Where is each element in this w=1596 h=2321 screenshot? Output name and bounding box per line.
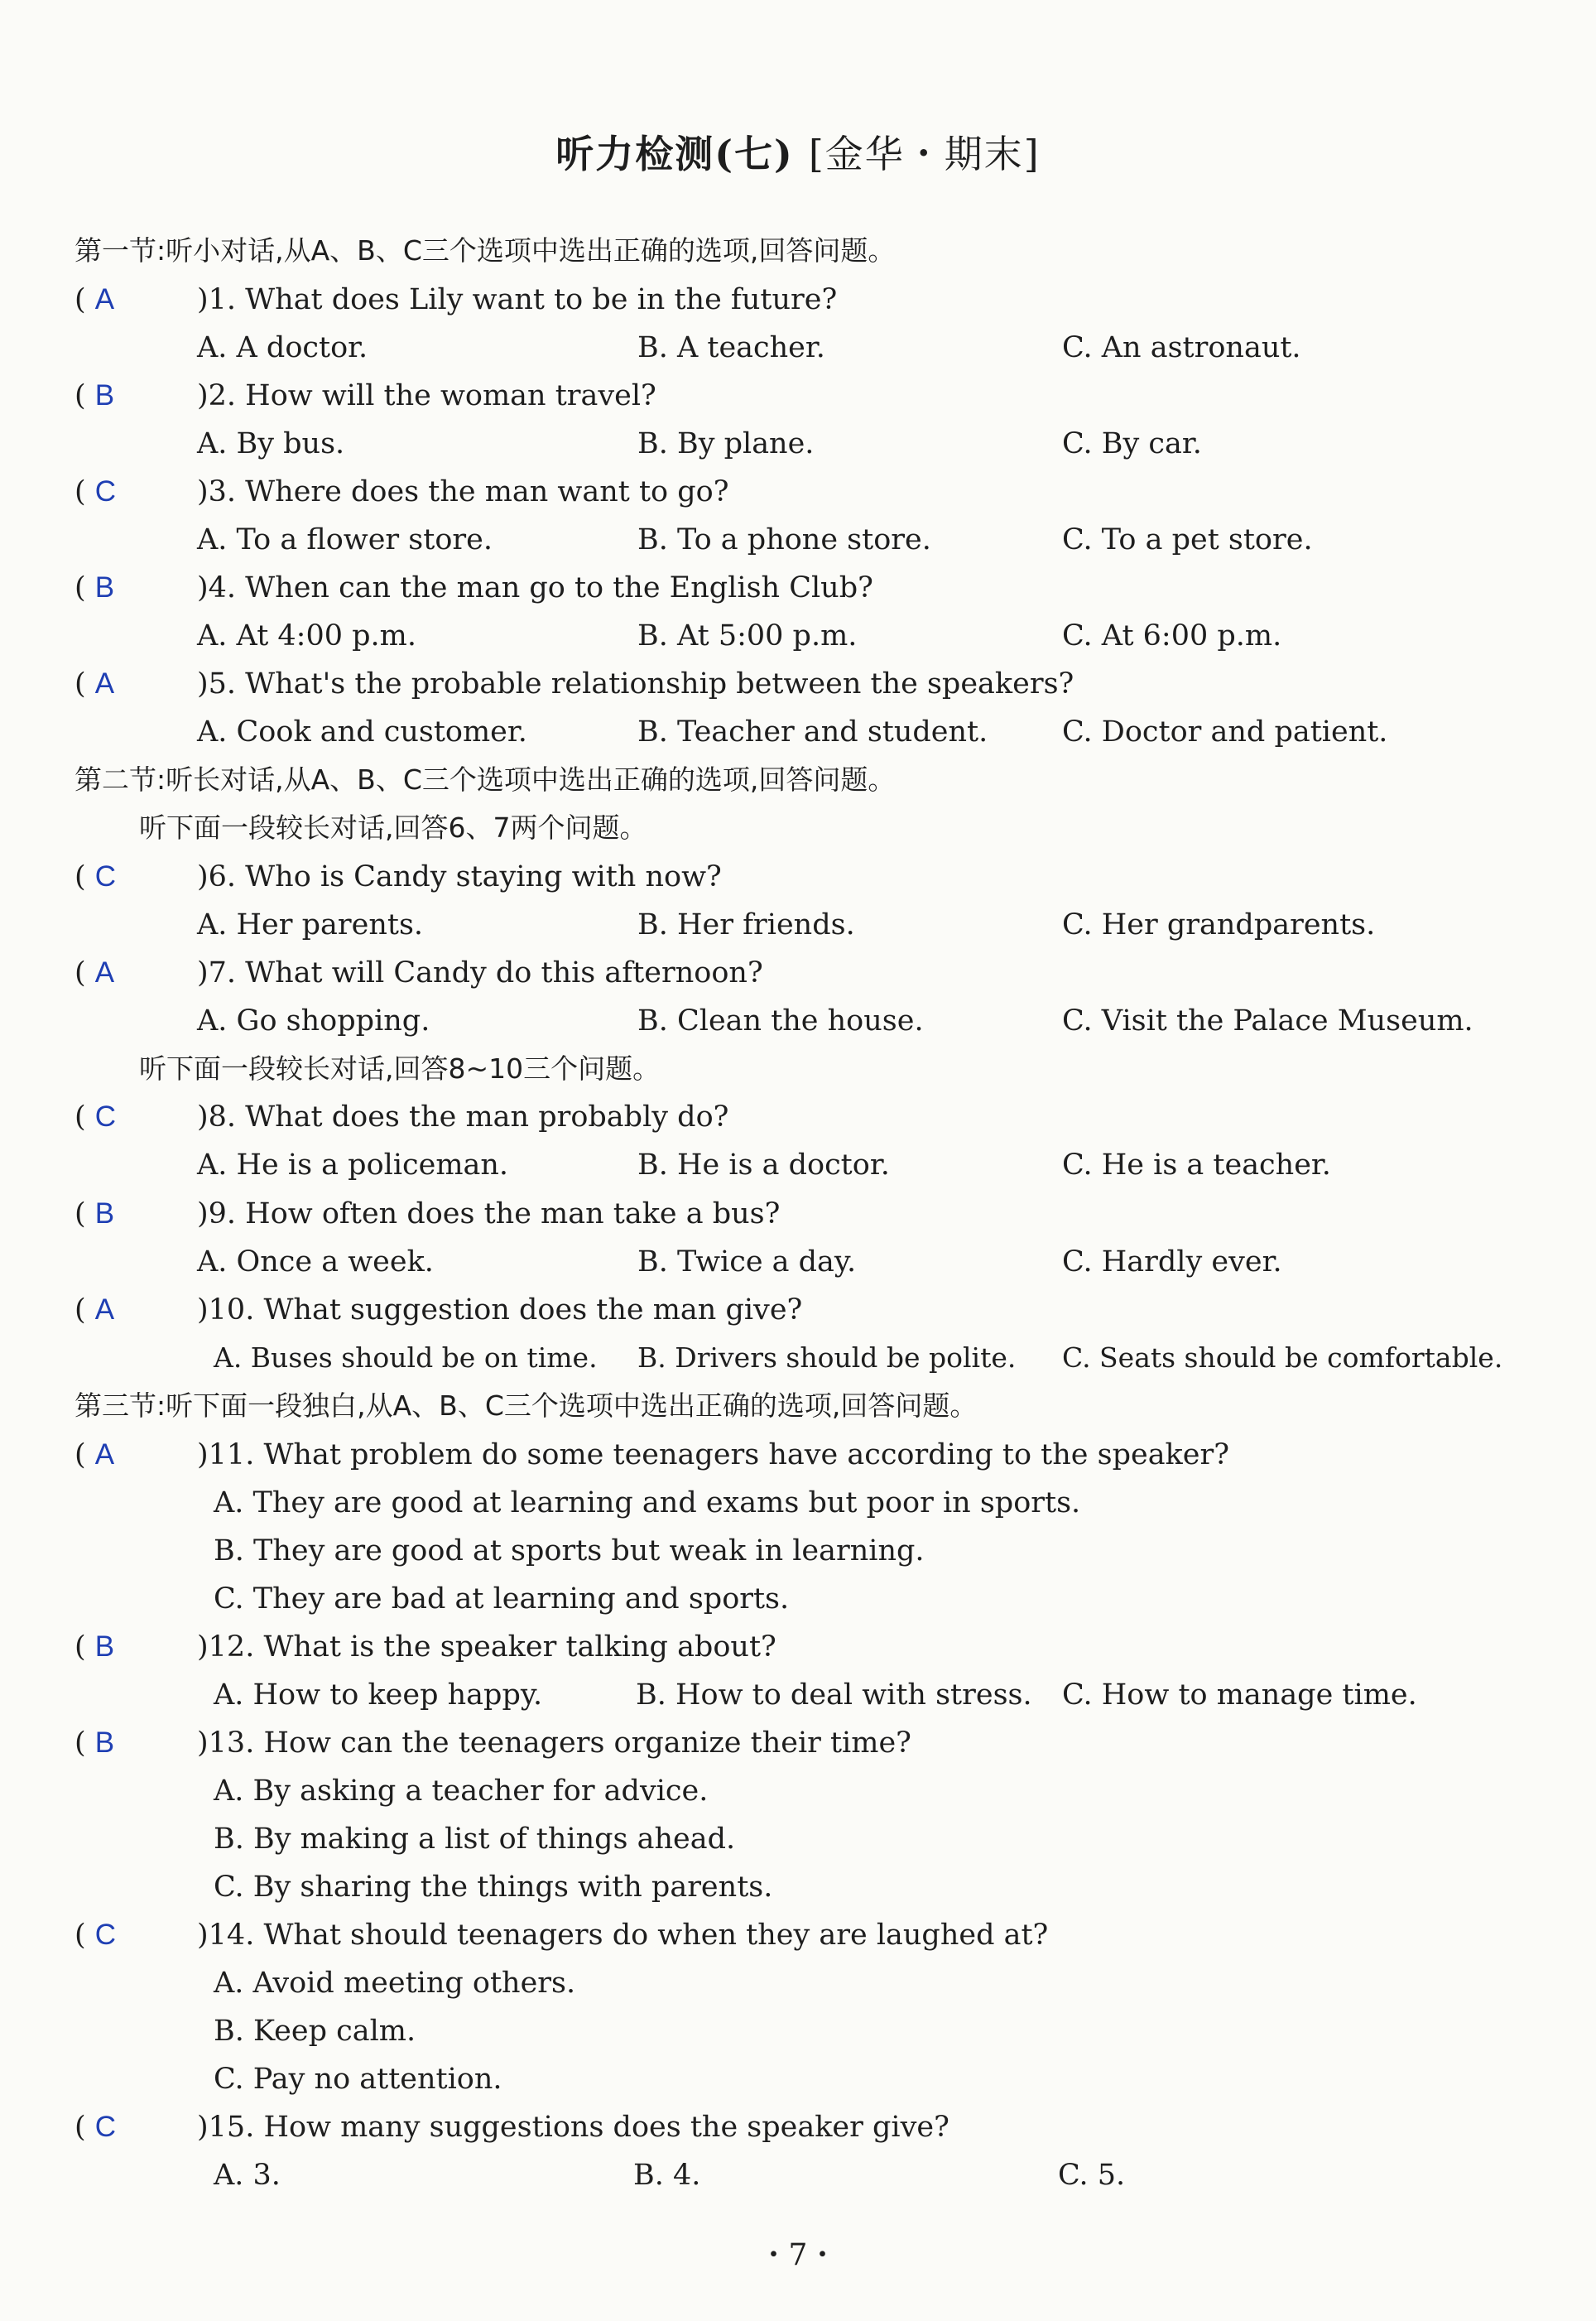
question-12-text: )12. What is the speaker talking about? xyxy=(197,1630,776,1664)
answer-2: B xyxy=(94,379,115,412)
question-4-text: )4. When can the man go to the English Club? xyxy=(197,571,873,604)
question-8: ( C )8. What does the man probably do? xyxy=(75,1100,729,1134)
question-11-option-a: A. They are good at learning and exams but poor in sports. xyxy=(214,1486,1081,1519)
question-3-text: )3. Where does the man want to go? xyxy=(197,475,729,508)
question-1: ( A )1. What does Lily want to be in the future? xyxy=(75,283,838,316)
option-b: B. Teacher and student. xyxy=(637,715,988,749)
question-2-text: )2. How will the woman travel? xyxy=(197,379,656,412)
answer-1: A xyxy=(94,283,115,315)
option-a: A. He is a policeman. xyxy=(197,1148,509,1182)
answer-3: C xyxy=(94,475,117,508)
question-13-option-b: B. By making a list of things ahead. xyxy=(214,1823,736,1856)
option-c: C. Her grandparents. xyxy=(1062,908,1376,941)
option-c: C. By car. xyxy=(1062,427,1202,460)
question-2: ( B )2. How will the woman travel? xyxy=(75,379,656,412)
question-5-text: )5. What's the probable relationship between the speakers? xyxy=(197,667,1074,701)
option-a: A. By bus. xyxy=(197,427,345,460)
option-c: C. Seats should be comfortable. xyxy=(1062,1341,1503,1374)
answer-4: B xyxy=(94,571,115,604)
question-8-text: )8. What does the man probably do? xyxy=(197,1100,729,1134)
question-14: ( C )14. What should teenagers do when they are laughed at? xyxy=(75,1919,1049,1952)
title-tag: [金华・期末] xyxy=(808,132,1041,176)
question-11: ( A )11. What problem do some teenagers have according to the speaker? xyxy=(75,1438,1229,1471)
option-c: C. At 6:00 p.m. xyxy=(1062,619,1282,652)
question-13-text: )13. How can the teenagers organize their time? xyxy=(197,1726,911,1760)
answer-6: C xyxy=(94,860,117,893)
option-c: C. To a pet store. xyxy=(1062,523,1313,556)
question-10: ( A )10. What suggestion does the man give? xyxy=(75,1293,803,1327)
option-c: C. Doctor and patient. xyxy=(1062,715,1388,749)
option-a: A. Cook and customer. xyxy=(197,715,527,749)
answer-5: A xyxy=(94,667,115,700)
answer-10: A xyxy=(94,1293,115,1326)
page-title xyxy=(0,124,1596,179)
section-3-heading: 第三节:听下面一段独白,从A、B、C三个选项中选出正确的选项,回答问题。 xyxy=(75,1389,978,1422)
answer-15: C xyxy=(94,2111,117,2143)
question-14-option-b: B. Keep calm. xyxy=(214,2015,416,2048)
question-4: ( B )4. When can the man go to the English Club? xyxy=(75,571,873,604)
answer-7: A xyxy=(94,956,115,989)
option-b: B. A teacher. xyxy=(637,331,825,364)
answer-13: B xyxy=(94,1726,115,1759)
question-6-text: )6. Who is Candy staying with now? xyxy=(197,860,722,893)
question-13-option-a: A. By asking a teacher for advice. xyxy=(214,1774,709,1808)
question-7-text: )7. What will Candy do this afternoon? xyxy=(197,956,763,990)
section-2-instruction-b: 听下面一段较长对话,回答8~10三个问题。 xyxy=(139,1052,661,1085)
option-a: A. To a flower store. xyxy=(197,523,493,556)
option-b: B. At 5:00 p.m. xyxy=(637,619,858,652)
question-10-text: )10. What suggestion does the man give? xyxy=(197,1293,803,1327)
option-a: A. Go shopping. xyxy=(197,1004,430,1038)
question-15: ( C )15. How many suggestions does the speaker give? xyxy=(75,2111,949,2144)
option-c: C. Visit the Palace Museum. xyxy=(1062,1004,1473,1038)
question-11-text: )11. What problem do some teenagers have according to the speaker? xyxy=(197,1438,1229,1471)
question-6: ( C )6. Who is Candy staying with now? xyxy=(75,860,722,893)
option-c: C. An astronaut. xyxy=(1062,331,1301,364)
option-a: A. 3. xyxy=(214,2159,281,2192)
answer-9: B xyxy=(94,1197,115,1230)
question-1-text: )1. What does Lily want to be in the future? xyxy=(197,283,838,316)
option-a: A. How to keep happy. xyxy=(214,1678,543,1712)
question-13: ( B )13. How can the teenagers organize their time? xyxy=(75,1726,911,1760)
answer-11: A xyxy=(94,1438,115,1471)
option-b: B. To a phone store. xyxy=(637,523,931,556)
question-3: ( C )3. Where does the man want to go? xyxy=(75,475,729,508)
question-7: ( A )7. What will Candy do this afternoon? xyxy=(75,956,763,990)
question-11-option-c: C. They are bad at learning and sports. xyxy=(214,1582,790,1616)
option-b: B. Her friends. xyxy=(637,908,855,941)
question-9: ( B )9. How often does the man take a bus? xyxy=(75,1197,781,1230)
question-14-text: )14. What should teenagers do when they are laughed at? xyxy=(197,1919,1049,1952)
question-15-text: )15. How many suggestions does the speaker give? xyxy=(197,2111,949,2144)
option-c: C. Hardly ever. xyxy=(1062,1245,1282,1278)
option-c: C. He is a teacher. xyxy=(1062,1148,1331,1182)
question-9-text: )9. How often does the man take a bus? xyxy=(197,1197,781,1230)
option-b: B. Drivers should be polite. xyxy=(637,1341,1017,1374)
answer-8: C xyxy=(94,1100,117,1133)
option-b: B. By plane. xyxy=(637,427,815,460)
page-number: ・7・ xyxy=(758,2238,838,2272)
answer-12: B xyxy=(94,1630,115,1663)
answer-14: C xyxy=(94,1919,117,1951)
question-13-option-c: C. By sharing the things with parents. xyxy=(214,1871,773,1904)
option-a: A. A doctor. xyxy=(197,331,368,364)
option-b: B. How to deal with stress. xyxy=(636,1678,1032,1712)
question-11-option-b: B. They are good at sports but weak in learning. xyxy=(214,1534,925,1567)
option-a: A. At 4:00 p.m. xyxy=(197,619,416,652)
question-12: ( B )12. What is the speaker talking about? xyxy=(75,1630,776,1664)
option-c: C. 5. xyxy=(1058,2159,1126,2192)
title-main: 听力检测(七) xyxy=(555,132,794,176)
option-b: B. Clean the house. xyxy=(637,1004,924,1038)
option-c: C. How to manage time. xyxy=(1062,1678,1417,1712)
option-a: A. Her parents. xyxy=(197,908,424,941)
option-b: B. 4. xyxy=(633,2159,701,2192)
question-14-option-c: C. Pay no attention. xyxy=(214,2063,502,2096)
question-14-option-a: A. Avoid meeting others. xyxy=(214,1967,576,2000)
section-2-instruction-a: 听下面一段较长对话,回答6、7两个问题。 xyxy=(139,811,647,844)
option-b: B. Twice a day. xyxy=(637,1245,857,1278)
question-5: ( A )5. What's the probable relationship between the speakers? xyxy=(75,667,1074,701)
section-2-heading: 第二节:听长对话,从A、B、C三个选项中选出正确的选项,回答问题。 xyxy=(75,763,896,796)
option-a: A. Once a week. xyxy=(197,1245,434,1278)
section-1-heading: 第一节:听小对话,从A、B、C三个选项中选出正确的选项,回答问题。 xyxy=(75,234,896,267)
option-a: A. Buses should be on time. xyxy=(214,1341,598,1374)
option-b: B. He is a doctor. xyxy=(637,1148,890,1182)
